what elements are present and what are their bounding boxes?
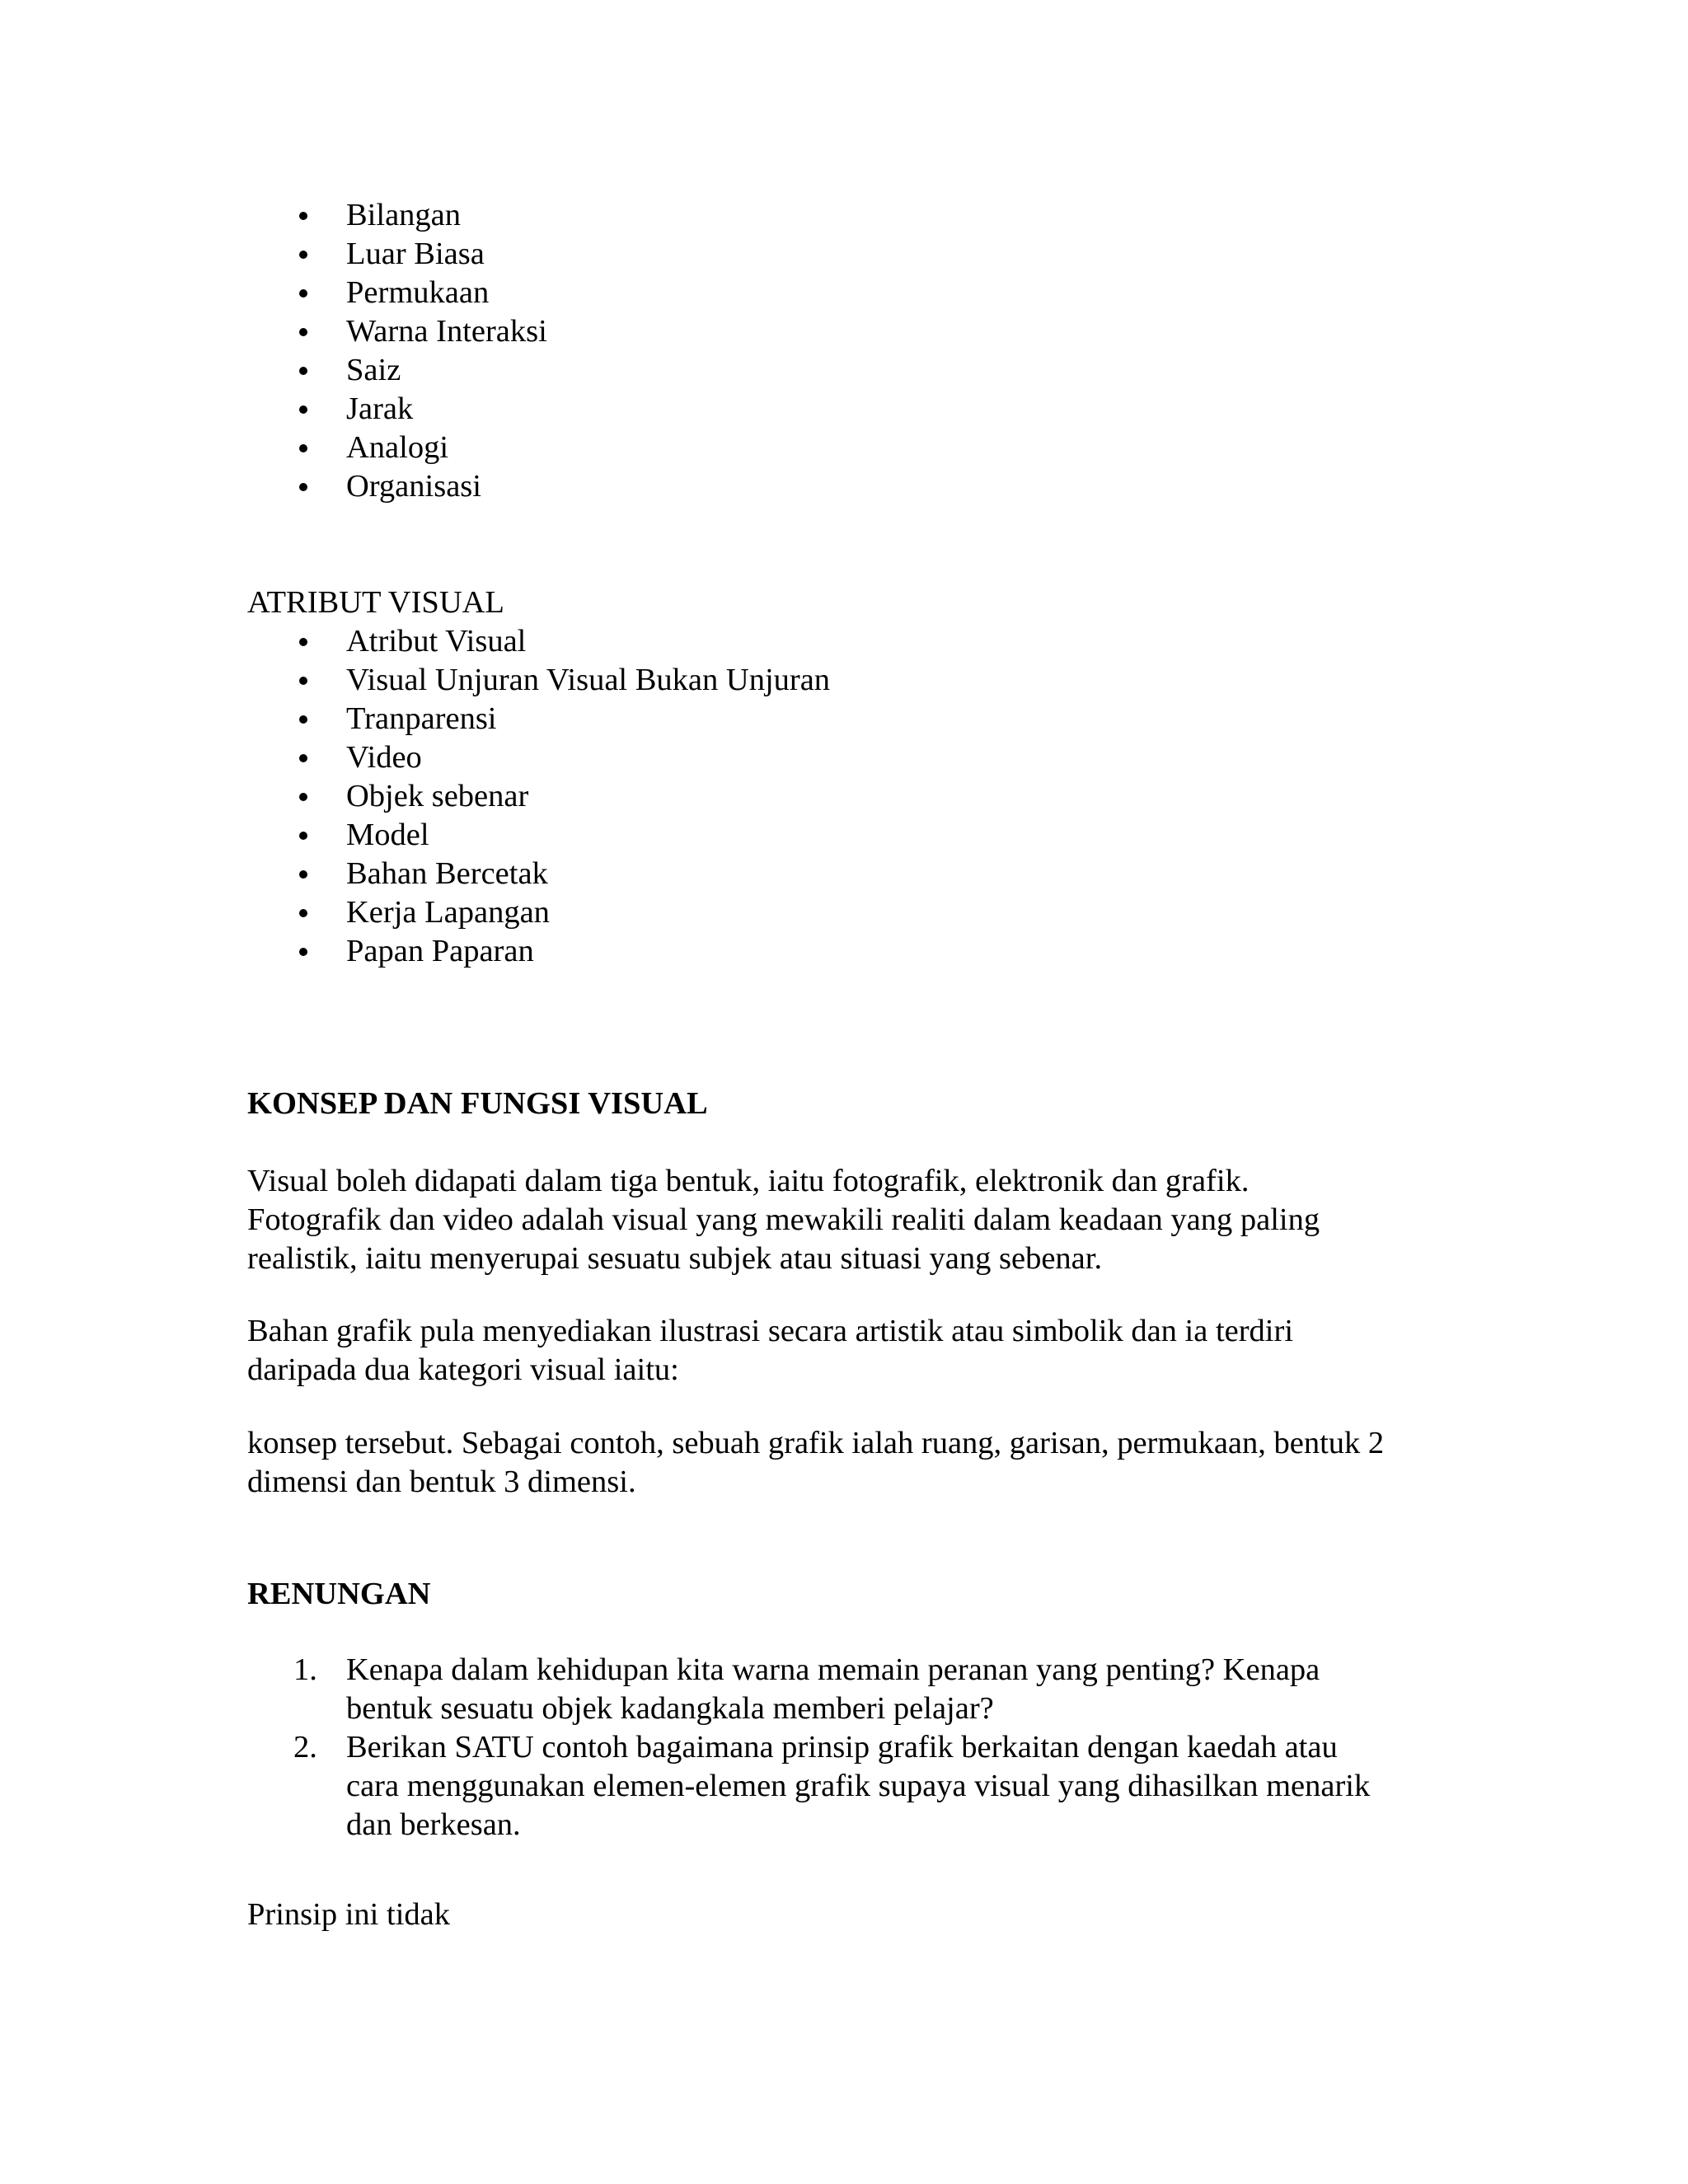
paragraph-line: daripada dua kategori visual iaitu: [247, 1352, 679, 1387]
list-item-text: Model [346, 818, 429, 852]
list-item [247, 235, 1451, 274]
bullet-icon [299, 212, 307, 220]
list-item-text: Permukaan [346, 275, 490, 310]
list-item [247, 893, 1451, 932]
list-item [247, 312, 1451, 351]
paragraph-line: realistik, iaitu menyerupai sesuatu subjek atau situasi yang sebenar. [247, 1241, 1103, 1276]
bullet-icon [299, 444, 307, 452]
list-item-text: Atribut Visual [346, 624, 527, 658]
question-line: Berikan SATU contoh bagaimana prinsip grafik berkaitan dengan kaedah atau [346, 1730, 1338, 1765]
list-item-text: Tranparensi [346, 701, 497, 736]
bullet-icon [299, 832, 307, 840]
bullet-list-properties [247, 196, 1451, 506]
bullet-icon [299, 754, 307, 762]
paragraph-line: konsep tersebut. Sebagai contoh, sebuah grafik ialah ruang, garisan, permukaan, bentuk 2 [247, 1426, 1385, 1460]
list-item-text: Analogi [346, 430, 449, 465]
list-item-text: Visual Unjuran Visual Bukan Unjuran [346, 663, 831, 697]
bullet-list-atribut [247, 622, 1451, 971]
bullet-icon [299, 870, 307, 879]
list-item [247, 196, 1451, 235]
paragraph-line: dimensi dan bentuk 3 dimensi. [247, 1465, 636, 1499]
list-item [247, 622, 1451, 661]
paragraph-graphic-materials [247, 1312, 1451, 1390]
question-number: 2. [293, 1730, 317, 1765]
question-line: Kenapa dalam kehidupan kita warna memain peranan yang penting? Kenapa [346, 1652, 1320, 1687]
reflection-questions-list [247, 1651, 1451, 1844]
list-item [247, 816, 1451, 855]
closing-text: Prinsip ini tidak [247, 1897, 450, 1932]
list-item-text: Organisasi [346, 469, 481, 504]
bullet-icon [299, 289, 307, 298]
atribut-visual-title: ATRIBUT VISUAL [247, 585, 504, 620]
list-item [247, 390, 1451, 429]
bullet-icon [299, 948, 307, 956]
list-item [247, 738, 1451, 777]
bullet-icon [299, 638, 307, 646]
list-item-text: Saiz [346, 353, 401, 387]
question-item [247, 1728, 1451, 1844]
bullet-icon [299, 251, 307, 259]
list-item [247, 661, 1451, 700]
bullet-icon [299, 483, 307, 491]
list-item-text: Bahan Bercetak [346, 856, 548, 891]
paragraph-line: Fotografik dan video adalah visual yang mewakili realiti dalam keadaan yang paling [247, 1202, 1320, 1237]
section-heading-renungan: RENUNGAN [247, 1577, 431, 1611]
bullet-icon [299, 328, 307, 336]
list-item [247, 429, 1451, 467]
question-line: bentuk sesuatu objek kadangkala memberi pelajar? [346, 1691, 994, 1726]
list-item [247, 700, 1451, 738]
list-item [247, 855, 1451, 893]
question-item [247, 1651, 1451, 1728]
paragraph-visual-forms [247, 1162, 1451, 1278]
bullet-icon [299, 715, 307, 724]
paragraph-line: Bahan grafik pula menyediakan ilustrasi secara artistik atau simbolik dan ia terdiri [247, 1314, 1294, 1348]
question-number: 1. [293, 1652, 317, 1687]
bullet-icon [299, 909, 307, 917]
paragraph-line: Visual boleh didapati dalam tiga bentuk, iaitu fotografik, elektronik dan grafik. [247, 1164, 1250, 1198]
list-item-text: Jarak [346, 391, 414, 426]
bullet-icon [299, 367, 307, 375]
bullet-icon [299, 677, 307, 685]
list-item-text: Kerja Lapangan [346, 895, 550, 930]
list-item-text: Bilangan [346, 198, 461, 232]
list-item-text: Objek sebenar [346, 779, 529, 813]
list-item-text: Warna Interaksi [346, 314, 547, 349]
list-item [247, 932, 1451, 971]
list-item [247, 777, 1451, 816]
list-item [247, 274, 1451, 312]
paragraph-concept-example [247, 1424, 1451, 1502]
section-heading-konsep: KONSEP DAN FUNGSI VISUAL [247, 1086, 708, 1121]
list-item-text: Luar Biasa [346, 237, 485, 271]
question-line: dan berkesan. [346, 1807, 521, 1842]
list-item-text: Papan Paparan [346, 934, 534, 968]
list-item [247, 467, 1451, 506]
list-item [247, 351, 1451, 390]
question-line: cara menggunakan elemen-elemen grafik supaya visual yang dihasilkan menarik [346, 1769, 1371, 1803]
bullet-icon [299, 793, 307, 801]
bullet-icon [299, 405, 307, 414]
list-item-text: Video [346, 740, 422, 775]
